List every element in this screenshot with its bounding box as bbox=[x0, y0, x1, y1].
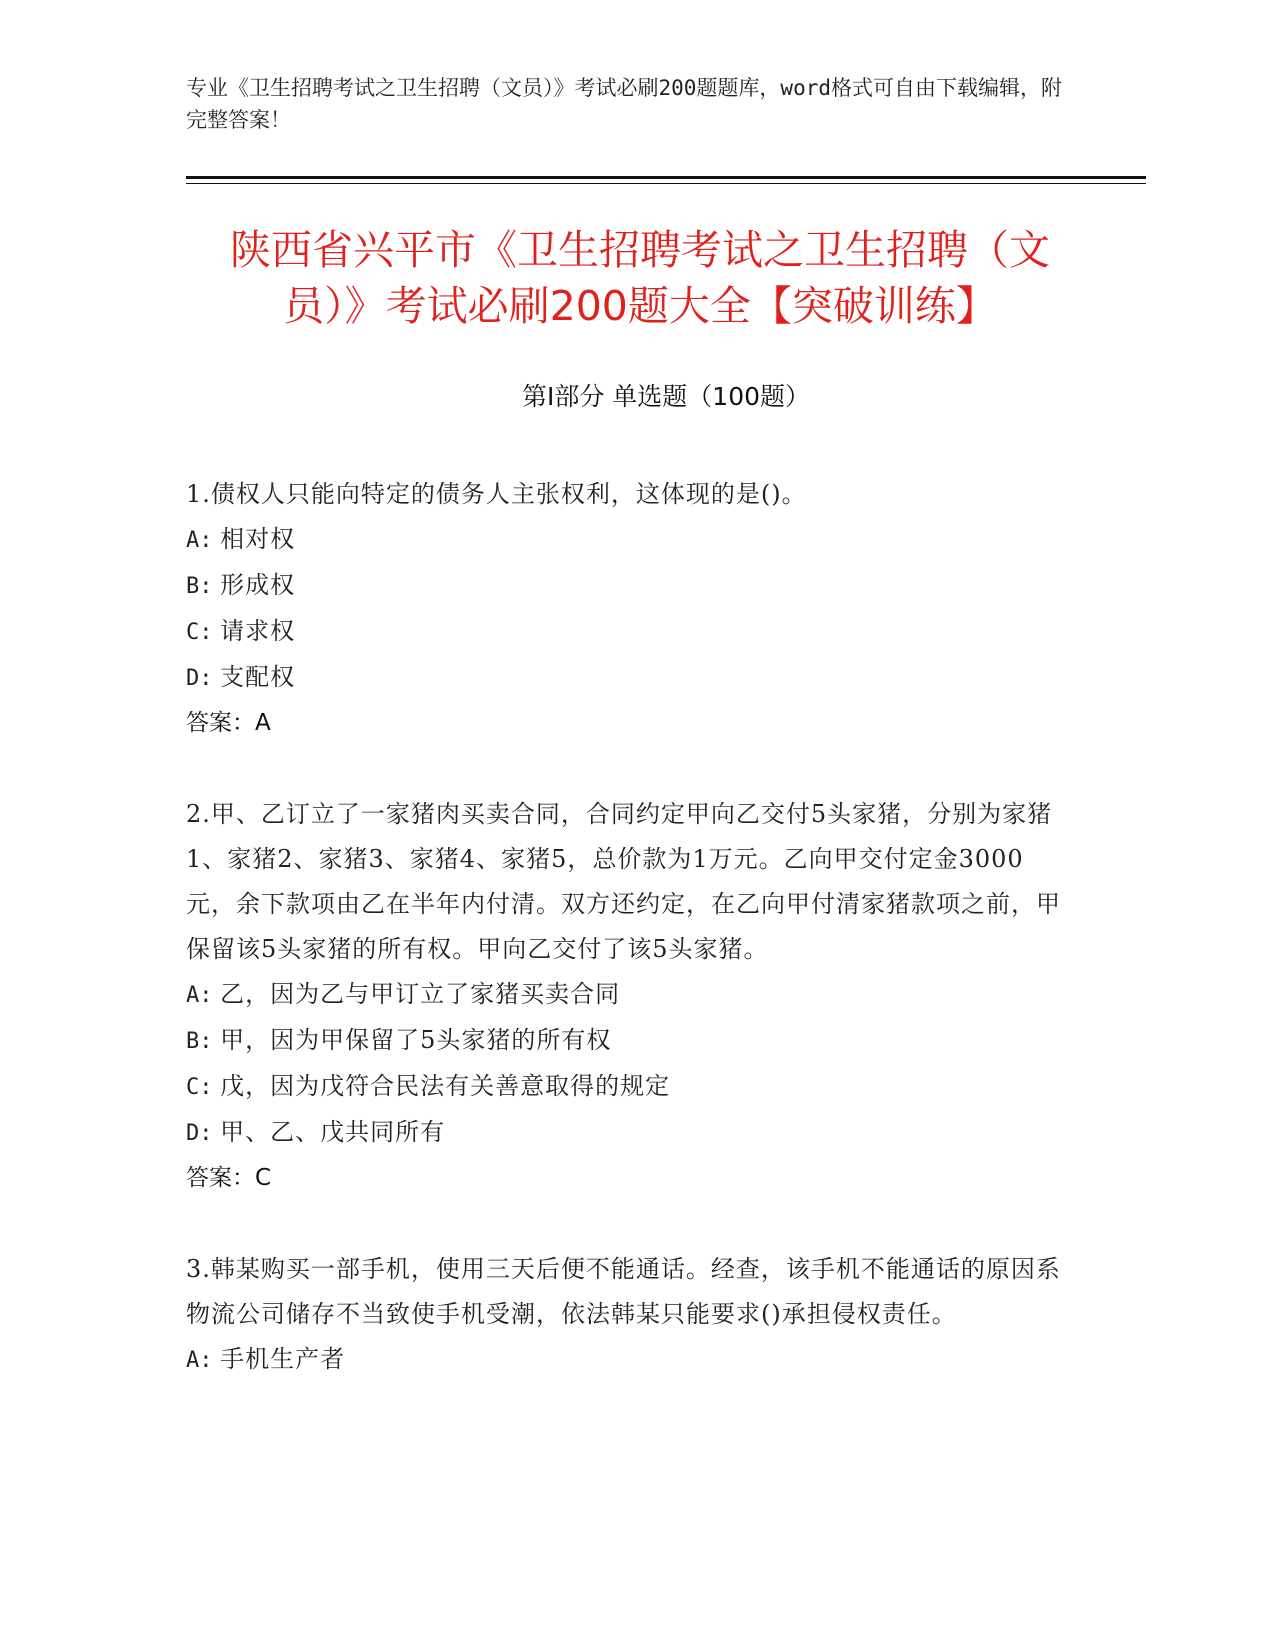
option-letter: A: bbox=[186, 983, 213, 1008]
option-letter: A: bbox=[186, 1348, 213, 1373]
option-a bbox=[186, 517, 1066, 563]
option-letter: C: bbox=[186, 620, 213, 645]
question-1 bbox=[186, 472, 1066, 746]
option-b bbox=[186, 1018, 1066, 1064]
option-a bbox=[186, 1337, 1066, 1383]
option-c bbox=[186, 609, 1066, 655]
option-text: 甲，因为甲保留了5头家猪的所有权 bbox=[220, 1026, 612, 1054]
option-c bbox=[186, 1064, 1066, 1110]
option-text: 请求权 bbox=[220, 617, 296, 645]
header-rule-thick bbox=[186, 176, 1146, 179]
header-note: 专业《卫生招聘考试之卫生招聘（文员）》考试必刷200题题库，word格式可自由下载编辑，附完整答案！ bbox=[186, 76, 1062, 132]
option-letter: A: bbox=[186, 528, 213, 553]
option-d bbox=[186, 655, 1066, 701]
option-letter: D: bbox=[186, 666, 213, 691]
option-text: 乙，因为乙与甲订立了家猪买卖合同 bbox=[220, 980, 621, 1008]
option-text: 手机生产者 bbox=[220, 1345, 346, 1373]
document-title: 陕西省兴平市《卫生招聘考试之卫生招聘（文员）》考试必刷200题大全【突破训练】 bbox=[230, 226, 1050, 330]
answer-line: 答案：A bbox=[186, 710, 271, 736]
option-letter: B: bbox=[186, 1029, 213, 1054]
question-stem: 2.甲、乙订立了一家猪肉买卖合同，合同约定甲向乙交付5头家猪，分别为家猪1、家猪2、家猪3、家猪4、家猪5，总价款为1万元。乙向甲交付定金3000元，余下款项由乙在半年内付清。双方还约定，在乙向甲付清家猪款项之前，甲保留该5头家猪的所有权。甲向乙交付了该5头家猪。 bbox=[186, 800, 1061, 963]
question-stem: 1.债权人只能向特定的债务人主张权利，这体现的是()。 bbox=[186, 480, 807, 508]
option-text: 相对权 bbox=[220, 525, 296, 553]
answer-line: 答案：C bbox=[186, 1165, 272, 1191]
header-rule-thin bbox=[186, 183, 1146, 184]
option-text: 戊，因为戊符合民法有关善意取得的规定 bbox=[220, 1072, 671, 1100]
option-a bbox=[186, 972, 1066, 1018]
option-b bbox=[186, 563, 1066, 609]
option-d bbox=[186, 1110, 1066, 1156]
option-letter: B: bbox=[186, 574, 213, 599]
question-2 bbox=[186, 792, 1066, 1201]
question-stem: 3.韩某购买一部手机，使用三天后便不能通话。经查，该手机不能通话的原因系物流公司储存不当致使手机受潮，依法韩某只能要求()承担侵权责任。 bbox=[186, 1255, 1061, 1328]
option-letter: D: bbox=[186, 1121, 213, 1146]
question-3 bbox=[186, 1247, 1066, 1383]
question-list bbox=[186, 472, 1066, 1429]
option-text: 支配权 bbox=[220, 663, 296, 691]
option-text: 形成权 bbox=[220, 571, 296, 599]
section-heading: 第Ⅰ部分 单选题（100题） bbox=[521, 382, 811, 411]
option-text: 甲、乙、戊共同所有 bbox=[220, 1118, 446, 1146]
option-letter: C: bbox=[186, 1075, 213, 1100]
